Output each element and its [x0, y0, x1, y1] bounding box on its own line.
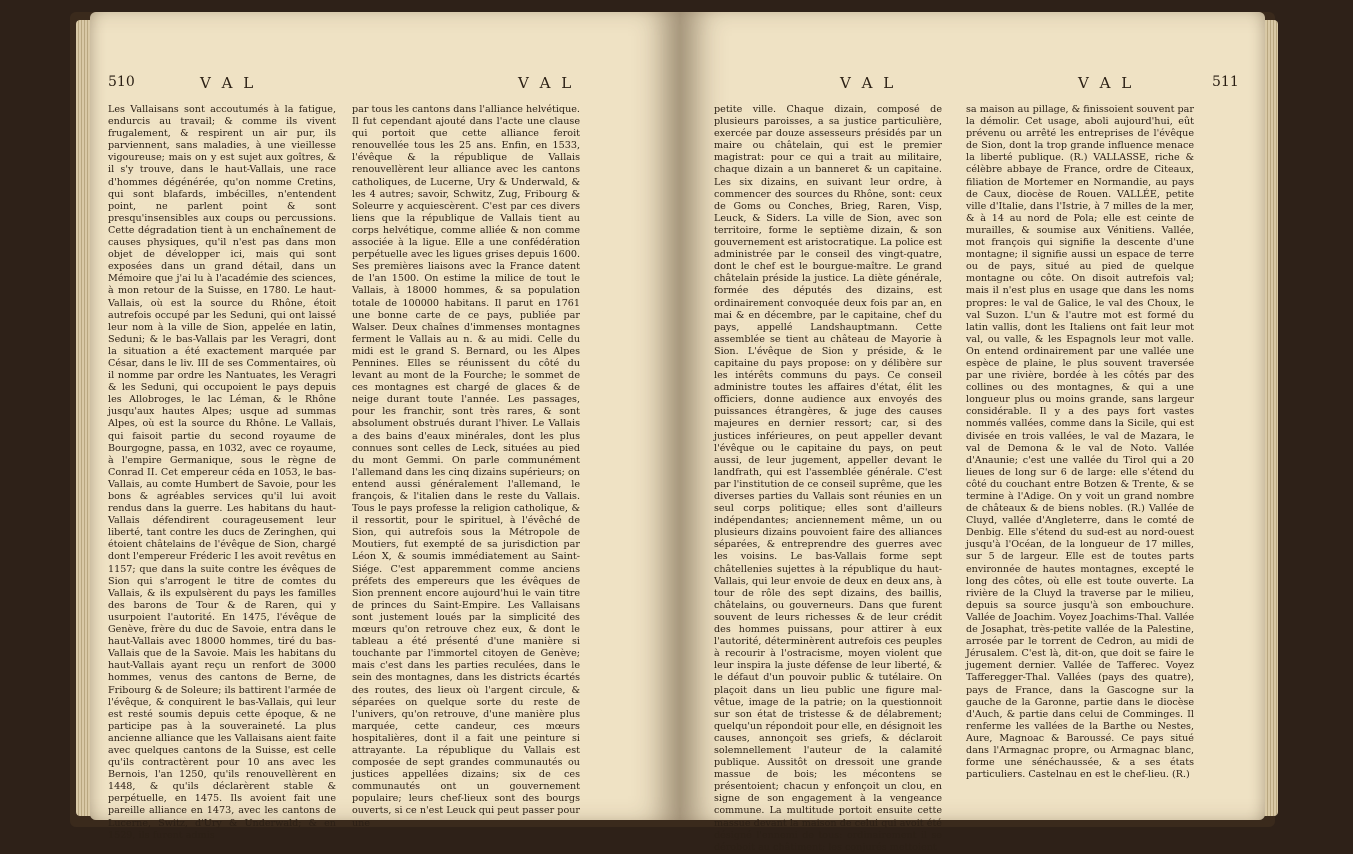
page-number: 510: [108, 74, 135, 90]
running-head-right: V A L: [1078, 74, 1135, 92]
page-number: 511: [1212, 74, 1239, 90]
right-page: [680, 12, 1265, 853]
left-page: [90, 12, 680, 841]
running-head-right: V A L: [518, 74, 575, 92]
text-column-2: sa maison au pillage, & finissoient souvent par la démolir. Cet usage, aboli aujourd'hui, eût prévenu ou arrêté les entreprises de l'évêque de Sion, dont la trop grande influence menace la liberté publique. (R.) VALLASSE, riche & célèbre abbaye de France, ordre de Citeaux, filiation de Mortemer en Normandie, au pays de Caux, diocèse de Rouen. VALLÉE, petite ville d'Italie, dans l'Istrie, à 7 milles de la mer, & à 14 au nord de Pola; elle est ceinte de murailles, & soumise aux Vénitiens. Vallée, mot françois qui signifie la descente d'une montagne; il signifie aussi un espace de terre ou de pays, situé au pied de quelque montagne ou côte. On disoit autrefois val; mais il n'est plus en usage que dans les noms propres: le val de Galice, le val des Choux, le val Suzon. L'un & l'autre mot est formé du latin vallis, dont les Italiens ont fait leur mot val, ou valle, & les Espagnols leur mot valle. On entend ordinairement par une vallée une espèce de plaine, le plus souvent traversée par une rivière, bordée à les côtés par des collines ou des montagnes, & qui a une longueur plus ou moins grande, sans largeur considérable. Il y a des pays fort vastes nommés vallées, comme dans la Sicile, qui est divisée en trois vallées, le val de Mazara, le val de Demona & le val de Noto. Vallée d'Anaunie; c'est une vallée du Tirol qui a 20 lieues de long sur 6 de large: elle s'étend du côté du couchant entre Botzen & Trente, & se termine à l'Adige. On y voit un grand nombre de châteaux & de biens nobles. (R.) Vallée de Cluyd, vallée d'Angleterre, dans le comté de Denbig. Elle s'étend du sud-est au nord-ouest jusqu'à l'Océan, de la longueur de 17 milles, sur 5 de largeur. Elle est de toutes parts environnée de hautes montagnes, excepté le long des côtes, où elle est toute ouverte. La rivière de la Cluyd la traverse par le milieu, depuis sa source jusqu'à son embouchure. Vallée de Joachim. Voyez Joachims-Thal. Vallée de Josaphat, très-petite vallée de la Palestine, arrosée par le torrent de Cedron, au midi de Jérusalem. C'est là, dit-on, que doit se faire le jugement dernier. Vallée de Tafferec. Voyez Tafferegger-Thal. Vallées (pays des quatre), pays de France, dans la Gascogne sur la gauche de la Garonne, partie dans le diocèse d'Auch, & partie dans celui de Comminges. Il renferme les vallées de la Barthe ou Nestes, Aure, Magnoac & Baroussé. Ce pays situé dans l'Armagnac propre, ou Armagnac blanc, forme une sénéchaussée, & a ses états particuliers. Castelnau en est le chef-lieu. (R.): [966, 104, 1194, 781]
text-column-1: petite ville. Chaque dizain, composé de plusieurs paroisses, a sa justice particulière, exercée par douze assesseurs présidés par un maire ou châtelain, qui est le premier magistrat: pour ce qui a trait au militaire, chaque dizain a un banneret & un capitaine. Les six dizains, en suivant leur ordre, à commencer des sources du Rhône, sont: ceux de Goms ou Conches, Brieg, Raren, Visp, Leuck, & Siders. La ville de Sion, avec son territoire, forme le septième dizain, & son gouvernement est aristocratique. La police est administrée par le conseil des vingt-quatre, dont le chef est le bourgue-maître. Le grand châtelain préside la justice. La diète générale, formée des députés des dizains, est ordinairement convoquée deux fois par an, en mai & en décembre, par le capitaine, chef du pays, appellé Landshauptmann. Cette assemblée se tient au château de Mayorie à Sion. L'évêque de Sion y préside, & le capitaine du pays propose: on y délibère sur les intérêts communs du pays. Ce conseil administre toutes les affaires d'état, élit les officiers, donne audience aux envoyés des puissances étrangères, & juge des causes majeures en dernier ressort; car, si des justices inférieures, on peut appeller devant l'évêque ou le capitaine du pays, on peut aussi, de leur jugement, appeller devant le landfrath, qui est l'assemblée générale. C'est par l'institution de ce conseil suprême, que les diverses parties du Vallais sont réunies en un seul corps politique; elles sont d'ailleurs indépendantes; anciennement même, un ou plusieurs dizains pouvoient faire des alliances séparées, & entreprendre des guerres avec les voisins. Le bas-Vallais forme sept châtellenies sujettes à la république du haut-Vallais, qui leur envoie de deux en deux ans, à tour de rôle des sept dizains, des baillis, châtelains, ou gouverneurs. Dans que furent souvent de leurs richesses & de leur crédit des hommes puissans, pour attirer à eux l'autorité, déterminèrent autrefois ces peuples à recourir à l'ostracisme, moyen violent que leur inspira la juste défense de leur liberté, & le défaut d'un pouvoir public & tutélaire. On plaçoit dans un lieu public une figure mal-vêtue, image de la patrie; on la questionnoit sur son état de tristesse & de délabrement; quelqu'un répondoit pour elle, en désignoit les causes, annonçoit ses griefs, & déclaroit solemnellement l'auteur de la calamité publique. Aussitôt on dressoit une grande massue de bois; les mécontens se présentoient; chacun y enfonçoit un clou, en signe de son engagement à la vengeance commune. La multitude portoit ensuite cette massue devant la maison de celui qui avoit été désigné l'ennemi de tous: ordinairement il se déroboit au châtiment; les conjurés mettoient: [714, 104, 942, 853]
running-head-left: V A L: [200, 74, 257, 92]
text-column-1: Les Vallaisans sont accoutumés à la fatigue, endurcis au travail; & comme ils vivent frugalement, & respirent un air pur, ils parviennent, sans maladies, à une vieillesse vigoureuse; mais on y est sujet aux goîtres, & il s'y trouve, dans le haut-Vallais, une race d'hommes dégénérée, qu'on nomme Cretins, qui sont blafards, imbécilles, n'entendent point, ne parlent point & sont presqu'insensibles aux coups ou percussions. Cette dégradation tient à un enchaînement de causes physiques, qu'il n'est pas dans mon objet de développer ici, mais qui sont exposées dans un grand détail, dans un Mémoire que j'ai lu à l'académie des sciences, à mon retour de la Suisse, en 1780. Le haut-Vallais, où est la source du Rhône, étoit autrefois occupé par les Seduni, qui ont laissé leur nom à la ville de Sion, appelée en latin, Seduni; & le bas-Vallais par les Veragri, dont la situation a été exactement marquée par César, dans le liv. III de ses Commentaires, où il nomme par ordre les Nantuates, les Veragri & les Seduni, qui occupoient le pays depuis les Allobroges, le lac Léman, & le Rhône jusqu'aux hautes Alpes; usque ad summas Alpes, où est la source du Rhône. Le Vallais, qui faisoit partie du second royaume de Bourgogne, passa, en 1032, avec ce royaume, à l'empire Germanique, sous le règne de Conrad II. Cet empereur céda en 1053, le bas-Vallais, au comte Humbert de Savoie, pour les bons & agréables services qu'il lui avoit rendus dans la guerre. Les habitans du haut-Vallais défendirent courageusement leur liberté, tant contre les ducs de Zeringhen, qui étoient châtelains de l'évêque de Sion, chargé dont l'empereur Fréderic I les avoit revêtus en 1157; que dans la suite contre les évêques de Sion qui s'arrogent le titre de comtes du Vallais, & ils expulsèrent du pays les familles des barons de Tour & de Raren, qui y usurpoient l'autorité. En 1475, l'évêque de Genève, frère du duc de Savoie, entra dans le haut-Vallais avec 18000 hommes, tiré du bas-Vallais que de la Savoie. Mais les habitans du haut-Vallais ayant reçu un renfort de 3000 hommes, venus des cantons de Berne, de Fribourg & de Soleure; ils battirent l'armée de l'évêque, & conquirent le bas-Vallais, qui leur est resté soumis depuis cette époque, & ne participe pas à la souveraineté. La plus ancienne alliance que les Vallaisans aient faite avec quelques cantons de la Suisse, est celle qu'ils contractèrent pour 10 ans avec les Bernois, l'an 1250, qu'ils renouvellèrent en 1448, & qu'ils déclarèrent stable & perpétuelle, en 1475. Ils avoient fait une pareille alliance en 1473, avec les cantons de Lucerne, Switz, d'Ury & Underwald; & en 1529, ils furent admis: [108, 104, 336, 841]
text-column-2: par tous les cantons dans l'alliance helvétique. Il fut cependant ajouté dans l'acte une clause qui portoit que cette alliance feroit renouvellée tous les 25 ans. Enfin, en 1533, l'évêque & la république de Vallais renouvellèrent leur alliance avec les cantons catholiques, de Lucerne, Ury & Underwald, & les 4 autres; savoir, Schwitz, Zug, Fribourg & Soleurre y acquiescèrent. C'est par ces divers liens que la république de Vallais tient au corps helvétique, comme alliée & non comme associée à la ligue. Elle a une confédération perpétuelle avec les ligues grises depuis 1600. Ses premières liaisons avec la France datent de l'an 1500. On estime la milice de tout le Vallais, à 18000 hommes, & sa population totale de 100000 habitans. Il parut en 1761 une bonne carte de ce pays, publiée par Walser. Deux chaînes d'immenses montagnes ferment le Vallais au n. & au midi. Celle du midi est le grand S. Bernard, ou les Alpes Pennines. Elles se réunissent du côté du levant au mont de la Fourche; le sommet de ces montagnes est chargé de glaces & de neige durant toute l'année. Les passages, pour les franchir, sont très rares, & sont absolument obstrués durant l'hiver. Le Vallais a des bains d'eaux minérales, dont les plus connues sont celles de Leck, situées au pied du mont Gemmi. On parle communément l'allemand dans les cinq dizains supérieurs; on entend aussi généralement l'allemand, le françois, & l'italien dans le reste du Vallais. Tous le pays professe la religion catholique, & il ressortit, pour le spirituel, à l'évêché de Sion, qui autrefois sous la Métropole de Moutiers, fut exempté de sa jurisdiction par Léon X, & soumis immédiatement au Saint-Siége. C'est apparemment comme anciens préfets des empereurs que les évêques de Sion prennent encore aujourd'hui le vain titre de princes du Saint-Empire. Les Vallaisans sont justement loués par la simplicité des mœurs qu'on retrouve chez eux, & dont le tableau a été présenté d'une manière si touchante par l'immortel citoyen de Genève; mais c'est dans les parties reculées, dans le sein des montagnes, dans les districts écartés des routes, des lieux où l'argent circule, & séparées on quelque sorte du reste de l'univers, qu'on retrouve, d'une manière plus marquée, cette candeur, ces mœurs hospitalières, dont il a fait une peinture si attrayante. La république du Vallais est composée de sept grandes communautés ou justices appellées dizains; six de ces communautés ont un gouvernement populaire; leurs chef-lieux sont des bourgs ouverts, si ce n'est Leuck qui peut passer pour une: [352, 104, 580, 829]
running-head-left: V A L: [840, 74, 897, 92]
